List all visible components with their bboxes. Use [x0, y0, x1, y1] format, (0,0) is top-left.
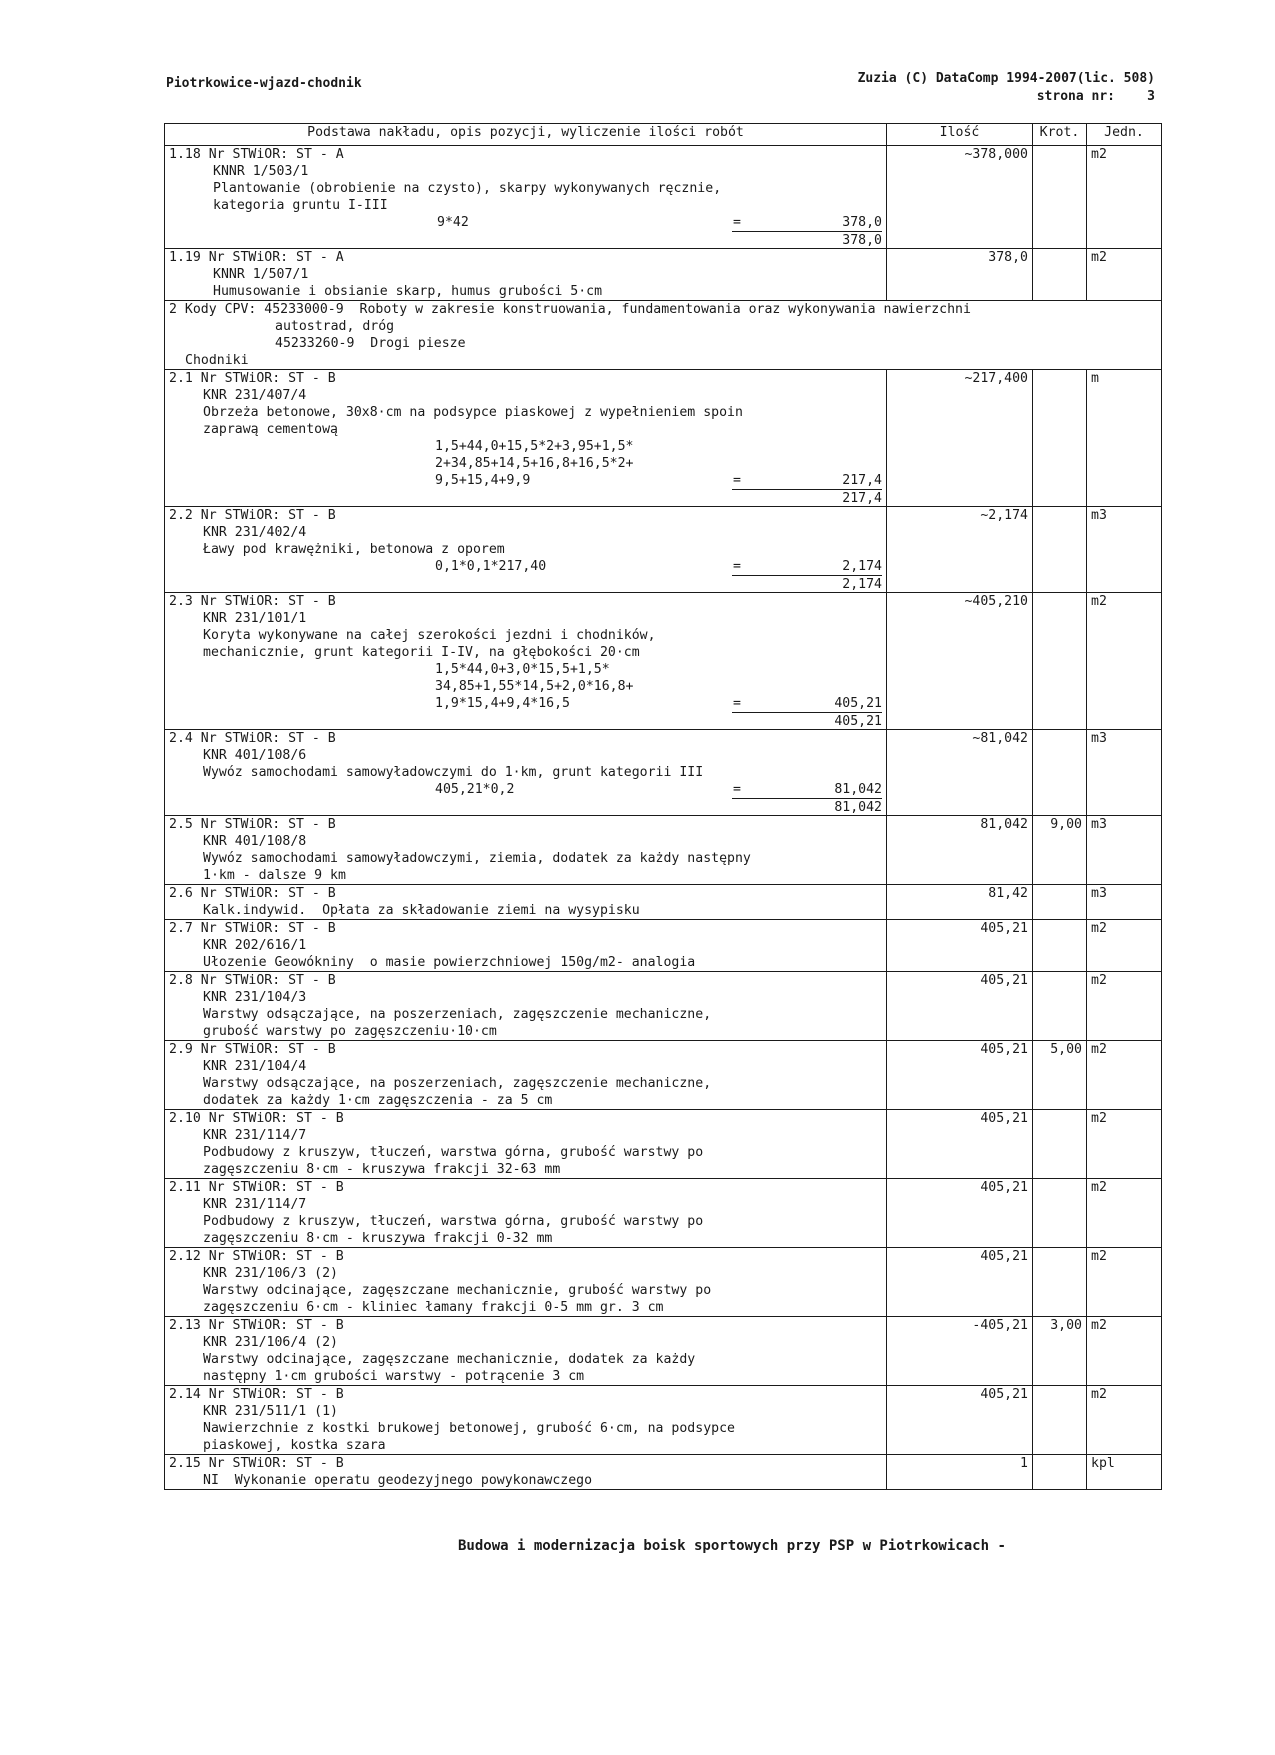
quantity-cell: ~2,174 — [887, 507, 1033, 593]
item-text-line: Podbudowy z kruszyw, tłuczeń, warstwa górna, grubość warstwy po — [203, 1145, 704, 1160]
column-header-description: Podstawa nakładu, opis pozycji, wyliczenie ilości robót — [165, 124, 887, 146]
item-number: 2.7 Nr STWiOR: ST - B — [169, 921, 336, 936]
formula-equals: = — [733, 473, 741, 488]
item-text-line: Warstwy odcinające, zagęszczane mechanicznie, grubość warstwy po — [203, 1283, 712, 1298]
quantity-cell: 1 — [887, 1455, 1033, 1490]
multiplier-cell: 3,00 — [1033, 1317, 1087, 1386]
unit-cell: kpl — [1087, 1455, 1162, 1490]
multiplier-cell — [1033, 370, 1087, 507]
project-name: Piotrkowice-wjazd-chodnik — [166, 76, 362, 91]
quantity-cell: ~378,000 — [887, 146, 1033, 249]
item-number: 2.13 Nr STWiOR: ST - B — [169, 1318, 344, 1333]
page-label: strona nr: — [1036, 89, 1115, 104]
cost-estimate-table — [164, 123, 1162, 1490]
item-text-line: kategoria gruntu I-III — [213, 198, 388, 213]
item-text-line: Warstwy odsączające, na poszerzeniach, zagęszczenie mechaniczne, — [203, 1076, 712, 1091]
quantity-cell: 405,21 — [887, 972, 1033, 1041]
multiplier-cell — [1033, 1455, 1087, 1490]
formula-line — [169, 781, 882, 798]
table-row — [165, 593, 1162, 730]
item-text-line: dodatek za każdy 1·cm zagęszczenia - za 5 cm — [203, 1093, 553, 1108]
table-row — [165, 972, 1162, 1041]
multiplier-cell — [1033, 146, 1087, 249]
formula-expression: 2+34,85+14,5+16,8+16,5*2+ — [435, 456, 634, 471]
unit-cell: m2 — [1087, 920, 1162, 972]
item-description — [165, 593, 887, 730]
item-text-line: KNR 231/106/4 (2) — [203, 1335, 338, 1350]
formula-sum: 405,21 — [732, 712, 882, 730]
item-text-line: Warstwy odsączające, na poszerzeniach, zagęszczenie mechaniczne, — [203, 1007, 712, 1022]
table-row — [165, 920, 1162, 972]
table-row — [165, 1455, 1162, 1490]
item-text-line: Obrzeża betonowe, 30x8·cm na podsypce piaskowej z wypełnieniem spoin — [203, 405, 743, 420]
table-row — [165, 1179, 1162, 1248]
unit-cell: m2 — [1087, 1110, 1162, 1179]
item-description — [165, 507, 887, 593]
item-text-line: NI Wykonanie operatu geodezyjnego powykonawczego — [203, 1473, 593, 1488]
item-description — [165, 816, 887, 885]
section-title: 2 Kody CPV: 45233000-9 Roboty w zakresie konstruowania, fundamentowania oraz wykonywania nawierzchni — [169, 302, 971, 317]
unit-cell: m2 — [1087, 146, 1162, 249]
item-description — [165, 1386, 887, 1455]
unit-cell: m3 — [1087, 816, 1162, 885]
section-cpv-code: 45233260-9 Drogi piesze — [275, 336, 466, 351]
item-text-line: KNR 231/402/4 — [203, 525, 307, 540]
formula-expression: 9,5+15,4+9,9 — [435, 473, 531, 488]
item-description — [165, 1248, 887, 1317]
item-text-line: Kalk.indywid. Opłata za składowanie ziemi na wysypisku — [203, 903, 640, 918]
formula-expression: 9*42 — [437, 215, 469, 230]
unit-cell: m3 — [1087, 885, 1162, 920]
item-text-line: mechanicznie, grunt kategorii I-IV, na głębokości 20·cm — [203, 645, 640, 660]
unit-cell: m3 — [1087, 730, 1162, 816]
quantity-cell: 405,21 — [887, 1179, 1033, 1248]
formula-expression: 34,85+1,55*14,5+2,0*16,8+ — [435, 679, 634, 694]
item-text-line: Warstwy odcinające, zagęszczane mechanicznie, dodatek za każdy — [203, 1352, 696, 1367]
multiplier-cell — [1033, 920, 1087, 972]
item-text-line: KNR 231/114/7 — [203, 1128, 307, 1143]
unit-cell: m2 — [1087, 1317, 1162, 1386]
unit-cell: m2 — [1087, 972, 1162, 1041]
table-row — [165, 1386, 1162, 1455]
unit-cell: m2 — [1087, 1179, 1162, 1248]
item-text-line: zaprawą cementową — [203, 422, 338, 437]
formula-result: 405,21 — [732, 695, 882, 713]
quantity-cell: 405,21 — [887, 1041, 1033, 1110]
table-row — [165, 507, 1162, 593]
formula-line — [169, 558, 882, 575]
formula-line — [169, 695, 882, 712]
formula-sum: 81,042 — [732, 798, 882, 816]
page-number: 3 — [1147, 89, 1155, 104]
multiplier-cell: 9,00 — [1033, 816, 1087, 885]
formula-result: 378,0 — [732, 214, 882, 232]
item-text-line: Plantowanie (obrobienie na czysto), skarpy wykonywanych ręcznie, — [213, 181, 722, 196]
formula-expression: 1,9*15,4+9,4*16,5 — [435, 696, 570, 711]
column-header-unit: Jedn. — [1087, 124, 1162, 146]
quantity-cell: 378,0 — [887, 249, 1033, 301]
multiplier-cell — [1033, 972, 1087, 1041]
item-text-line: Koryta wykonywane na całej szerokości jezdni i chodników, — [203, 628, 656, 643]
table-row — [165, 370, 1162, 507]
unit-cell: m2 — [1087, 249, 1162, 301]
item-number: 1.18 Nr STWiOR: ST - A — [169, 147, 344, 162]
item-number: 2.3 Nr STWiOR: ST - B — [169, 594, 336, 609]
multiplier-cell — [1033, 885, 1087, 920]
item-description — [165, 1179, 887, 1248]
item-text-line: KNR 231/511/1 (1) — [203, 1404, 338, 1419]
section-subtitle: Chodniki — [185, 353, 249, 368]
table-row — [165, 1041, 1162, 1110]
item-number: 2.12 Nr STWiOR: ST - B — [169, 1249, 344, 1264]
table-header-row — [165, 124, 1162, 146]
multiplier-cell — [1033, 1110, 1087, 1179]
item-text-line: zagęszczeniu 8·cm - kruszywa frakcji 32-63 mm — [203, 1162, 561, 1177]
item-number: 2.4 Nr STWiOR: ST - B — [169, 731, 336, 746]
item-description — [165, 249, 887, 301]
item-text-line: następny 1·cm grubości warstwy - potrącenie 3 cm — [203, 1369, 585, 1384]
formula-equals: = — [733, 215, 741, 230]
page-indicator — [858, 88, 1155, 106]
section-title-cont: autostrad, dróg — [275, 319, 395, 334]
unit-cell: m2 — [1087, 593, 1162, 730]
item-number: 2.9 Nr STWiOR: ST - B — [169, 1042, 336, 1057]
multiplier-cell — [1033, 1179, 1087, 1248]
formula-sum: 2,174 — [732, 575, 882, 593]
quantity-cell: 405,21 — [887, 920, 1033, 972]
table-row — [165, 1317, 1162, 1386]
item-text-line: Ławy pod krawężniki, betonowa z oporem — [203, 542, 505, 557]
item-text-line: KNR 231/407/4 — [203, 388, 307, 403]
software-license: Zuzia (C) DataComp 1994-2007(lic. 508) — [857, 71, 1155, 86]
formula-sum-line — [169, 798, 882, 815]
table-row — [165, 249, 1162, 301]
multiplier-cell — [1033, 730, 1087, 816]
formula-line — [169, 661, 882, 678]
item-text-line: Wywóz samochodami samowyładowczymi do 1·km, grunt kategorii III — [203, 765, 704, 780]
item-number: 2.2 Nr STWiOR: ST - B — [169, 508, 336, 523]
column-header-multiplier: Krot. — [1033, 124, 1087, 146]
multiplier-cell — [1033, 1248, 1087, 1317]
item-text-line: Podbudowy z kruszyw, tłuczeń, warstwa górna, grubość warstwy po — [203, 1214, 704, 1229]
item-text-line: KNR 231/104/4 — [203, 1059, 307, 1074]
section-row — [165, 301, 1162, 370]
item-text-line: Humusowanie i obsianie skarp, humus grubości 5·cm — [213, 284, 603, 299]
formula-result: 81,042 — [732, 781, 882, 799]
multiplier-cell — [1033, 507, 1087, 593]
item-description — [165, 1110, 887, 1179]
quantity-cell: 405,21 — [887, 1386, 1033, 1455]
formula-sum-line — [169, 712, 882, 729]
formula-sum: 217,4 — [732, 489, 882, 507]
unit-cell: m3 — [1087, 507, 1162, 593]
multiplier-cell: 5,00 — [1033, 1041, 1087, 1110]
quantity-cell: ~405,210 — [887, 593, 1033, 730]
item-text-line: zagęszczeniu 8·cm - kruszywa frakcji 0-32 mm — [203, 1231, 553, 1246]
formula-expression: 0,1*0,1*217,40 — [435, 559, 547, 574]
item-text-line: 1·km - dalsze 9 km — [203, 868, 346, 883]
formula-sum-line — [169, 231, 882, 248]
item-text-line: grubość warstwy po zagęszczeniu·10·cm — [203, 1024, 497, 1039]
formula-expression: 1,5*44,0+3,0*15,5+1,5* — [435, 662, 610, 677]
footer-project-title: Budowa i modernizacja boisk sportowych przy PSP w Piotrkowicach - — [458, 1538, 1006, 1554]
table-row — [165, 885, 1162, 920]
item-text-line: KNNR 1/503/1 — [213, 164, 309, 179]
item-number: 2.6 Nr STWiOR: ST - B — [169, 886, 336, 901]
item-text-line: KNR 231/114/7 — [203, 1197, 307, 1212]
multiplier-cell — [1033, 249, 1087, 301]
item-text-line: KNR 231/104/3 — [203, 990, 307, 1005]
item-text-line: Nawierzchnie z kostki brukowej betonowej, grubość 6·cm, na podsypce — [203, 1421, 735, 1436]
quantity-cell: -405,21 — [887, 1317, 1033, 1386]
item-description — [165, 730, 887, 816]
formula-sum-line — [169, 489, 882, 506]
item-text-line: zagęszczeniu 6·cm - kliniec łamany frakcji 0-5 mm gr. 3 cm — [203, 1300, 664, 1315]
formula-expression: 405,21*0,2 — [435, 782, 515, 797]
unit-cell: m2 — [1087, 1386, 1162, 1455]
item-text-line: KNR 202/616/1 — [203, 938, 307, 953]
formula-expression: 1,5+44,0+15,5*2+3,95+1,5* — [435, 439, 634, 454]
table-row — [165, 816, 1162, 885]
formula-equals: = — [733, 559, 741, 574]
item-description — [165, 885, 887, 920]
table-row — [165, 1248, 1162, 1317]
table-row — [165, 1110, 1162, 1179]
item-text-line: KNR 401/108/8 — [203, 834, 307, 849]
item-text-line: piaskowej, kostka szara — [203, 1438, 386, 1453]
software-header — [858, 70, 1155, 106]
formula-equals: = — [733, 782, 741, 797]
item-text-line: KNR 231/101/1 — [203, 611, 307, 626]
unit-cell: m2 — [1087, 1041, 1162, 1110]
multiplier-cell — [1033, 593, 1087, 730]
item-number: 2.5 Nr STWiOR: ST - B — [169, 817, 336, 832]
quantity-cell: 405,21 — [887, 1248, 1033, 1317]
formula-sum-line — [169, 575, 882, 592]
item-text-line: KNNR 1/507/1 — [213, 267, 309, 282]
item-text-line: Wywóz samochodami samowyładowczymi, ziemia, dodatek za każdy następny — [203, 851, 751, 866]
item-description — [165, 146, 887, 249]
item-number: 2.1 Nr STWiOR: ST - B — [169, 371, 336, 386]
table-row — [165, 730, 1162, 816]
item-number: 2.10 Nr STWiOR: ST - B — [169, 1111, 344, 1126]
formula-line — [169, 472, 882, 489]
item-description — [165, 1455, 887, 1490]
table-row — [165, 146, 1162, 249]
item-description — [165, 920, 887, 972]
column-header-quantity: Ilość — [887, 124, 1033, 146]
item-description — [165, 1041, 887, 1110]
item-number: 2.15 Nr STWiOR: ST - B — [169, 1456, 344, 1471]
item-number: 2.14 Nr STWiOR: ST - B — [169, 1387, 344, 1402]
formula-line — [169, 455, 882, 472]
quantity-cell: 405,21 — [887, 1110, 1033, 1179]
unit-cell: m2 — [1087, 1248, 1162, 1317]
quantity-cell: 81,042 — [887, 816, 1033, 885]
item-number: 2.8 Nr STWiOR: ST - B — [169, 973, 336, 988]
item-number: 1.19 Nr STWiOR: ST - A — [169, 250, 344, 265]
quantity-cell: ~217,400 — [887, 370, 1033, 507]
unit-cell: m — [1087, 370, 1162, 507]
item-description — [165, 370, 887, 507]
item-text-line: Ułozenie Geowókniny o masie powierzchniowej 150g/m2- analogia — [203, 955, 696, 970]
item-number: 2.11 Nr STWiOR: ST - B — [169, 1180, 344, 1195]
formula-result: 217,4 — [732, 472, 882, 490]
item-text-line: KNR 401/108/6 — [203, 748, 307, 763]
item-description — [165, 972, 887, 1041]
formula-line — [169, 678, 882, 695]
item-text-line: KNR 231/106/3 (2) — [203, 1266, 338, 1281]
quantity-cell: 81,42 — [887, 885, 1033, 920]
quantity-cell: ~81,042 — [887, 730, 1033, 816]
formula-line — [169, 214, 882, 231]
multiplier-cell — [1033, 1386, 1087, 1455]
section-description — [165, 301, 1162, 370]
item-description — [165, 1317, 887, 1386]
formula-equals: = — [733, 696, 741, 711]
formula-sum: 378,0 — [732, 231, 882, 249]
formula-result: 2,174 — [732, 558, 882, 576]
formula-line — [169, 438, 882, 455]
